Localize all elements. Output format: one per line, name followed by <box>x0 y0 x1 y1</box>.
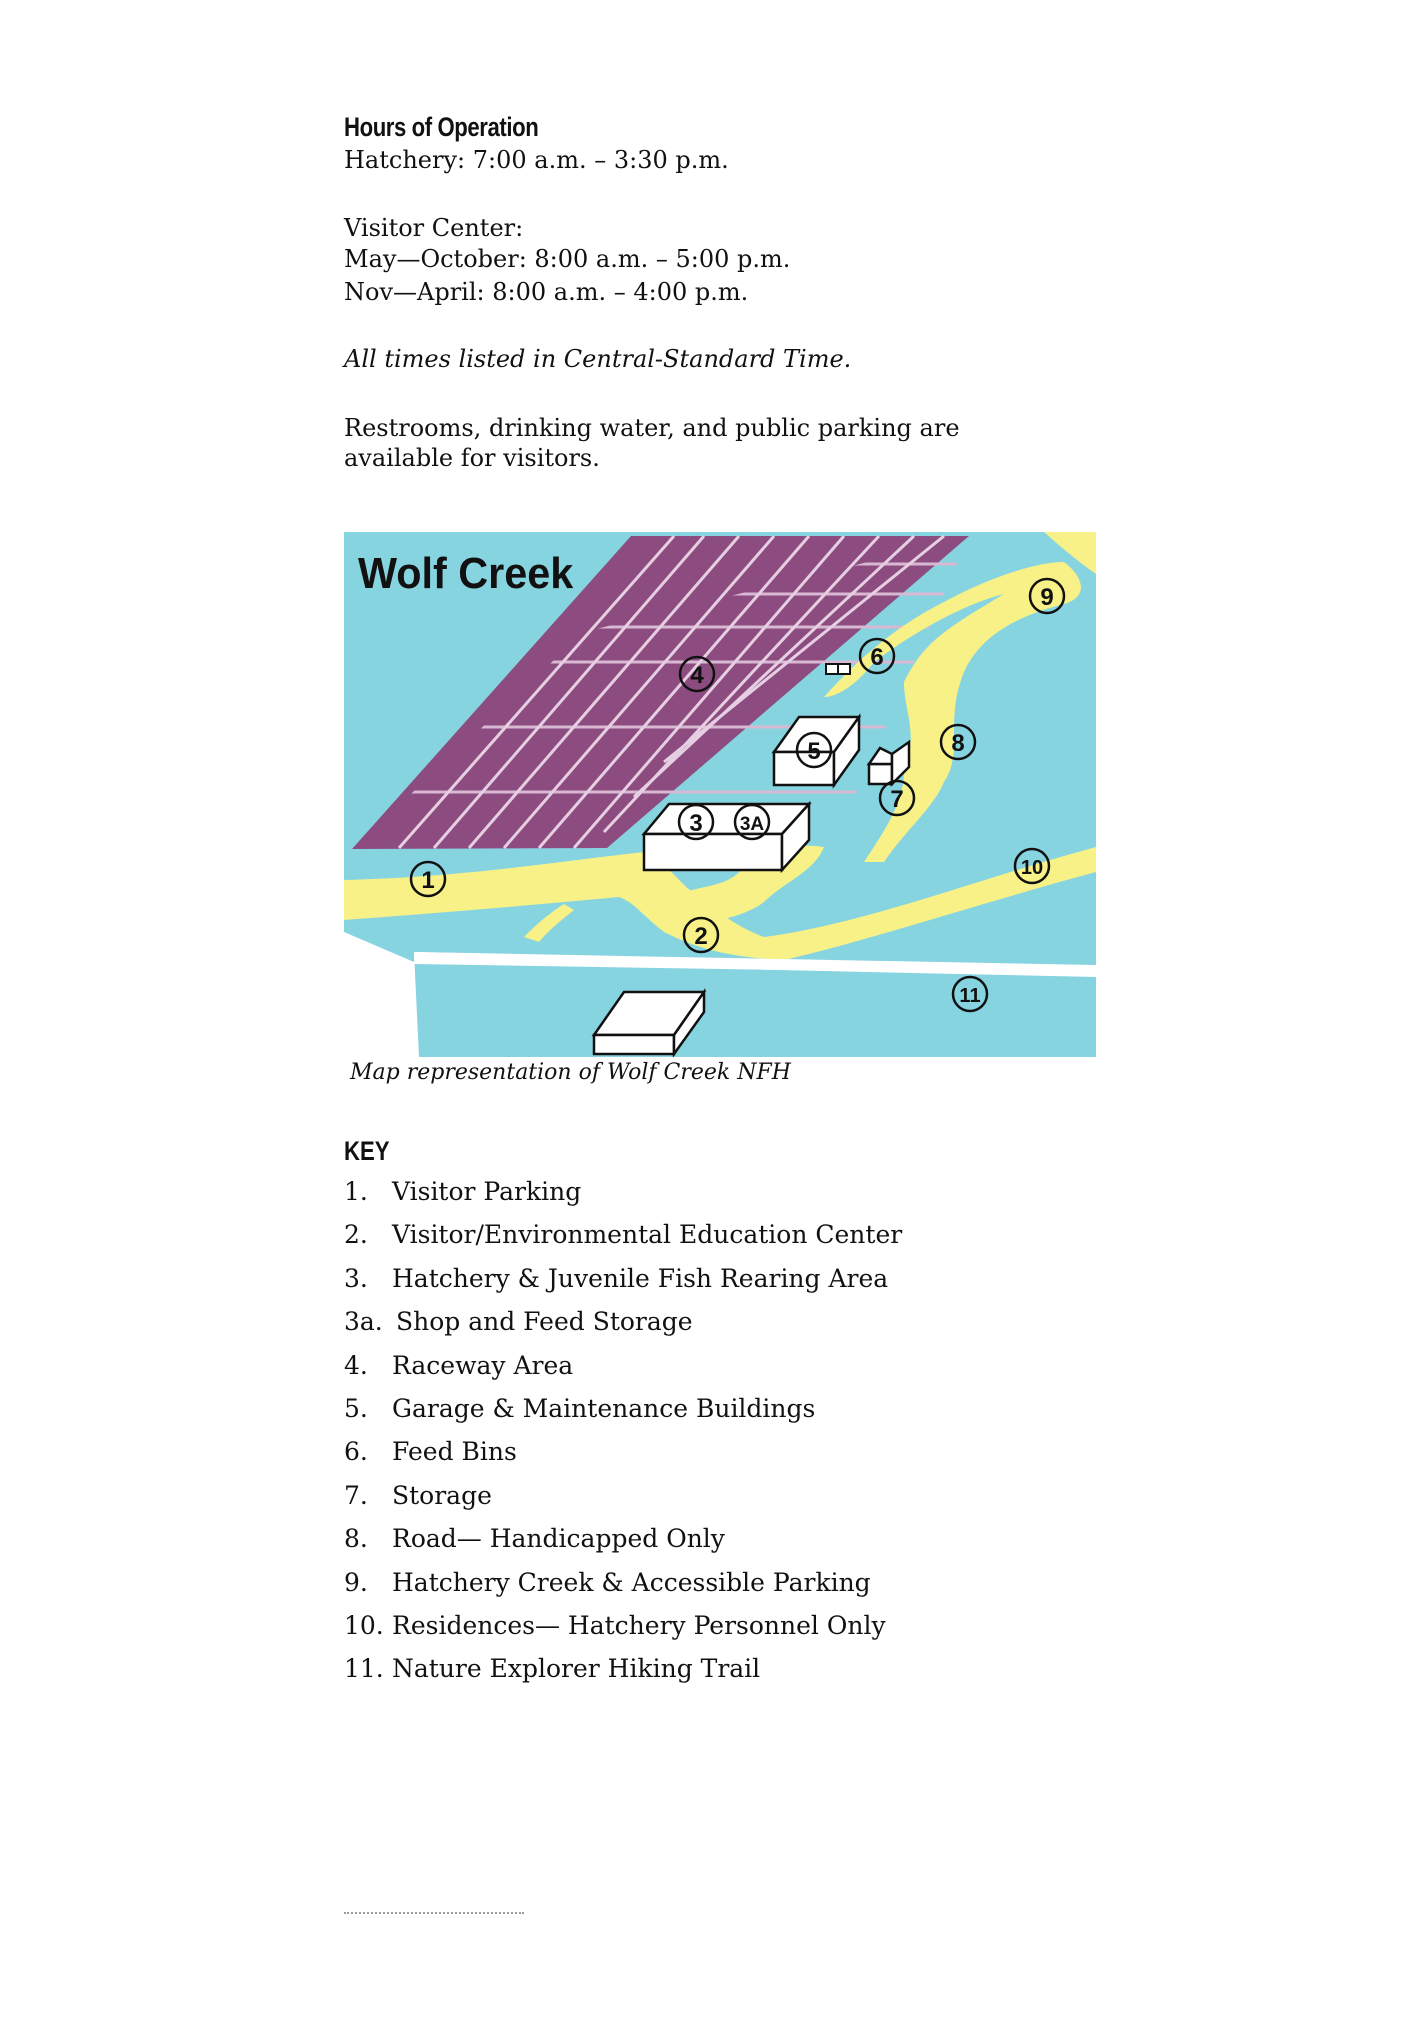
svg-text:3: 3 <box>689 810 703 837</box>
svg-text:2: 2 <box>694 923 708 950</box>
visitor-center-nov-apr: Nov—April: 8:00 a.m. – 4:00 p.m. <box>344 278 749 306</box>
key-item-number: 7. <box>344 1480 368 1510</box>
key-item-number: 5. <box>344 1393 368 1423</box>
building-hatchery <box>644 804 809 870</box>
key-item <box>344 1647 902 1690</box>
svg-text:7: 7 <box>890 786 904 813</box>
key-item-label: Hatchery Creek & Accessible Parking <box>392 1567 871 1597</box>
svg-text:5: 5 <box>807 738 821 765</box>
footer-artifact <box>344 1912 524 1918</box>
wolf-creek-map <box>344 532 1096 1057</box>
time-zone-note: All times listed in Central-Standard Time. <box>344 345 852 373</box>
svg-text:8: 8 <box>951 730 965 757</box>
key-item-number: 4. <box>344 1350 368 1380</box>
key-item-label: Visitor/Environmental Education Center <box>392 1220 903 1250</box>
key-item-label: Raceway Area <box>392 1350 574 1380</box>
key-item-label: Shop and Feed Storage <box>396 1307 693 1337</box>
key-item-label: Hatchery & Juvenile Fish Rearing Area <box>392 1263 889 1293</box>
key-item-label: Garage & Maintenance Buildings <box>392 1393 816 1423</box>
key-item-number: 2. <box>344 1220 368 1250</box>
map-title: Wolf Creek <box>358 548 574 599</box>
key-item-label: Storage <box>392 1480 492 1510</box>
key-item-number: 8. <box>344 1524 368 1554</box>
visitor-center-label: Visitor Center: <box>344 214 524 242</box>
key-item-label: Visitor Parking <box>392 1177 582 1206</box>
hatchery-hours: Hatchery: 7:00 a.m. – 3:30 p.m. <box>344 146 729 174</box>
svg-text:1: 1 <box>421 867 435 894</box>
visitor-center-may-oct: May—October: 8:00 a.m. – 5:00 p.m. <box>344 245 791 273</box>
svg-text:3A: 3A <box>739 814 765 835</box>
amenities-line-2: available for visitors. <box>344 444 600 472</box>
svg-text:10: 10 <box>1020 857 1044 879</box>
key-item <box>344 1257 902 1300</box>
key-item-number: 6. <box>344 1437 368 1467</box>
svg-text:6: 6 <box>870 644 884 671</box>
key-item <box>344 1474 902 1517</box>
key-item <box>344 1170 902 1213</box>
key-list <box>344 1170 902 1691</box>
key-item-number: 9. <box>344 1567 368 1597</box>
amenities-line-1: Restrooms, drinking water, and public parking are <box>344 414 960 442</box>
key-item-number: 10. <box>344 1610 384 1640</box>
key-item <box>344 1213 902 1256</box>
key-item <box>344 1387 902 1430</box>
key-item-label: Residences— Hatchery Personnel Only <box>392 1610 886 1640</box>
key-item <box>344 1430 902 1473</box>
hours-heading: Hours of Operation <box>344 112 539 142</box>
feed-bins <box>826 664 850 674</box>
key-item-number: 3. <box>344 1263 368 1293</box>
map-caption: Map representation of Wolf Creek NFH <box>350 1060 791 1085</box>
key-item <box>344 1561 902 1604</box>
key-item <box>344 1300 902 1343</box>
key-item <box>344 1344 902 1387</box>
key-item-number: 1. <box>344 1177 368 1206</box>
key-item-label: Road— Handicapped Only <box>392 1524 725 1554</box>
key-item-label: Feed Bins <box>392 1437 517 1467</box>
svg-text:9: 9 <box>1040 584 1054 611</box>
svg-text:11: 11 <box>959 985 981 1007</box>
key-item-number: 11. <box>344 1654 384 1684</box>
key-item-label: Nature Explorer Hiking Trail <box>392 1654 761 1684</box>
key-heading: KEY <box>344 1136 390 1166</box>
svg-text:4: 4 <box>690 662 704 689</box>
key-item <box>344 1604 902 1647</box>
key-item <box>344 1517 902 1560</box>
key-item-number: 3a. <box>344 1307 383 1337</box>
